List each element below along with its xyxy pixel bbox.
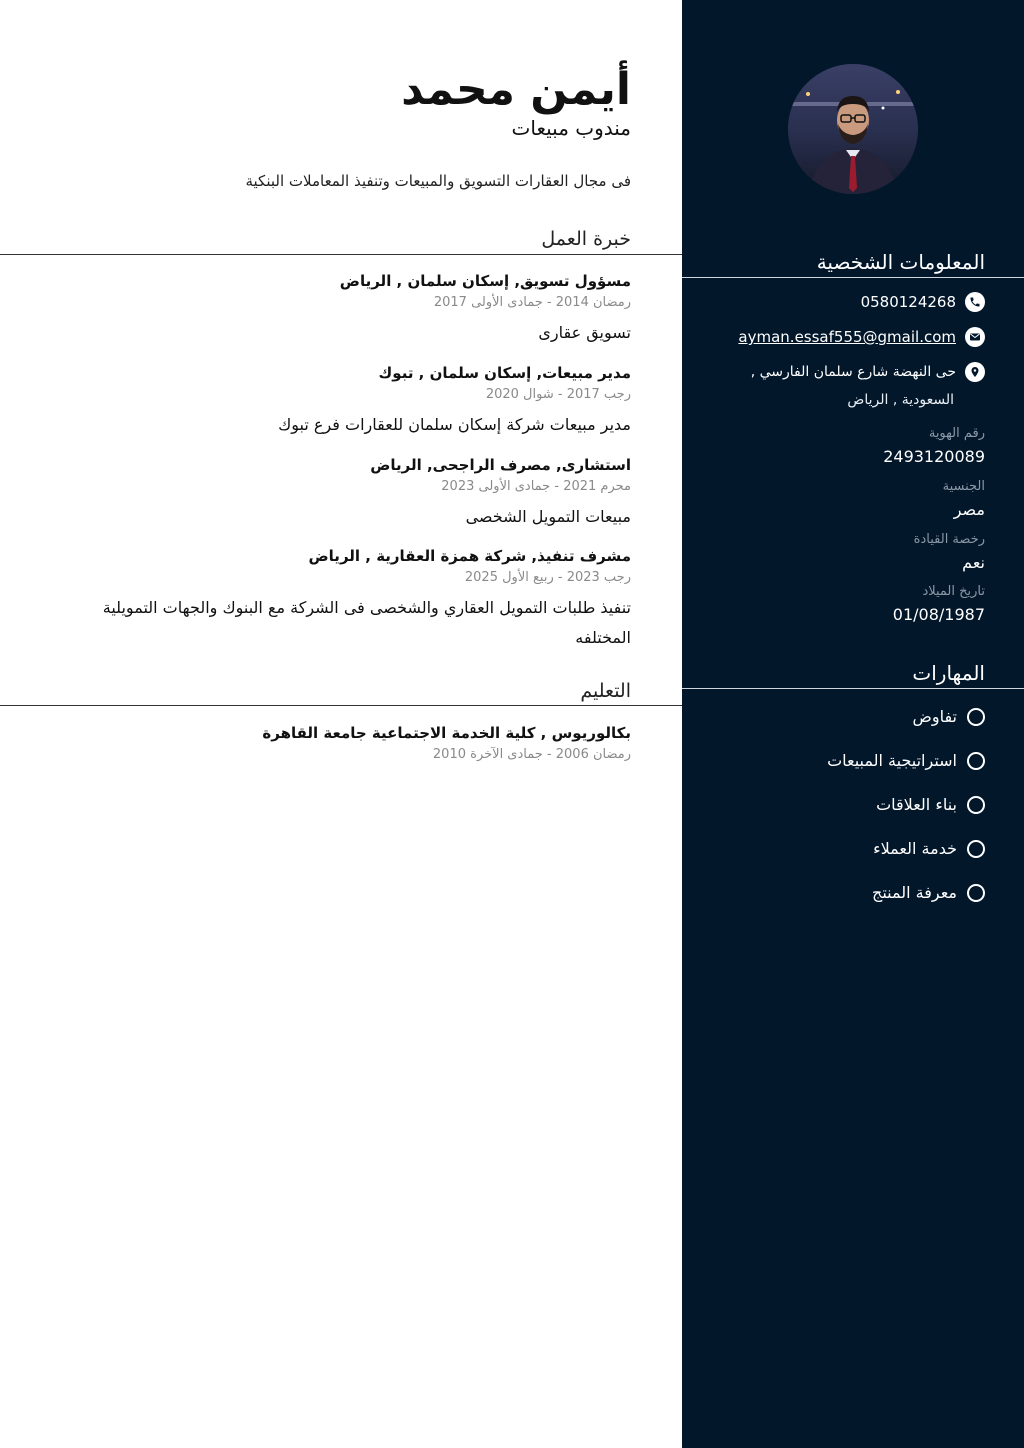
education-title: بكالوريوس , كلية الخدمة الاجتماعية جامعة القاهرة [262, 724, 631, 742]
email-link[interactable]: ayman.essaf555@gmail.com [738, 328, 956, 346]
skill-item [872, 883, 985, 902]
sidebar [682, 0, 1024, 1448]
envelope-icon [965, 327, 985, 347]
experience-dates: محرم 2021 - جمادى الأولى 2023 [441, 479, 631, 494]
id-label: رقم الهوية [928, 426, 985, 441]
skill-item [827, 751, 985, 770]
skills-heading: المهارات [912, 661, 985, 685]
education-divider [0, 705, 682, 706]
phone-number: 0580124268 [860, 293, 956, 311]
experience-description: مبيعات التمويل الشخصى [465, 507, 631, 526]
experience-description: مدير مبيعات شركة إسكان سلمان للعقارات فرع تبوك [278, 415, 631, 434]
experience-item [61, 545, 631, 653]
phone-icon [965, 292, 985, 312]
skill-label: خدمة العملاء [873, 839, 957, 858]
skill-item [873, 839, 985, 858]
nationality-value: مصر [953, 500, 985, 519]
skill-label: بناء العلاقات [876, 795, 957, 814]
candidate-name: أيمن محمد [401, 64, 631, 115]
email-row [738, 327, 985, 347]
experience-dates: رمضان 2014 - جمادى الأولى 2017 [433, 295, 631, 310]
education-dates: رمضان 2006 - جمادى الآخرة 2010 [432, 747, 631, 762]
birth-date-label: تاريخ الميلاد [922, 584, 985, 599]
skills-divider [682, 688, 1024, 689]
address-line-2: السعودية , الرياض [847, 392, 954, 408]
candidate-job-title: مندوب مبيعات [511, 116, 631, 140]
experience-title: مسؤول تسويق, إسكان سلمان , الرياض [339, 272, 631, 290]
skill-item [876, 795, 985, 814]
address-row [751, 362, 985, 382]
avatar [788, 64, 918, 194]
experience-dates: رجب 2017 - شوال 2020 [485, 387, 631, 402]
circle-bullet-icon [967, 752, 985, 770]
experience-divider [0, 254, 682, 255]
experience-item [31, 362, 631, 440]
address-line-1: حى النهضة شارع سلمان الفارسي , [750, 364, 956, 380]
location-pin-icon [965, 362, 985, 382]
education-heading: التعليم [580, 680, 631, 702]
experience-description: تنفيذ طلبات التمويل العقاري والشخصى فى الشركة مع البنوك والجهات التمويلية المختلفه [102, 598, 631, 647]
experience-title: مدير مبيعات, إسكان سلمان , تبوك [378, 364, 631, 382]
circle-bullet-icon [967, 884, 985, 902]
nationality-label: الجنسية [942, 479, 985, 494]
experience-title: استشارى, مصرف الراجحى, الرياض [370, 456, 631, 474]
profile-photo [788, 64, 918, 194]
license-value: نعم [962, 553, 985, 572]
education-item [31, 722, 631, 766]
personal-info-divider [682, 277, 1024, 278]
birth-date-value: 01/08/1987 [892, 605, 985, 624]
experience-item [31, 270, 631, 348]
experience-heading: خبرة العمل [541, 228, 631, 250]
skill-item [913, 707, 986, 726]
profile-summary: فى مجال العقارات التسويق والمبيعات وتنفيذ المعاملات البنكية [245, 172, 631, 190]
circle-bullet-icon [967, 796, 985, 814]
experience-title: مشرف تنفيذ, شركة همزة العقارية , الرياض [308, 547, 631, 565]
experience-dates: رجب 2023 - ربيع الأول 2025 [464, 570, 631, 585]
circle-bullet-icon [967, 840, 985, 858]
license-label: رخصة القيادة [913, 532, 985, 547]
experience-item [31, 454, 631, 532]
skill-label: استراتيجية المبيعات [827, 751, 957, 770]
circle-bullet-icon [967, 708, 985, 726]
phone-row [861, 292, 985, 312]
skill-label: تفاوض [912, 707, 957, 726]
experience-description: تسويق عقارى [538, 323, 631, 342]
personal-info-heading: المعلومات الشخصية [816, 250, 985, 274]
skill-label: معرفة المنتج [872, 883, 957, 902]
id-value: 2493120089 [883, 447, 985, 466]
